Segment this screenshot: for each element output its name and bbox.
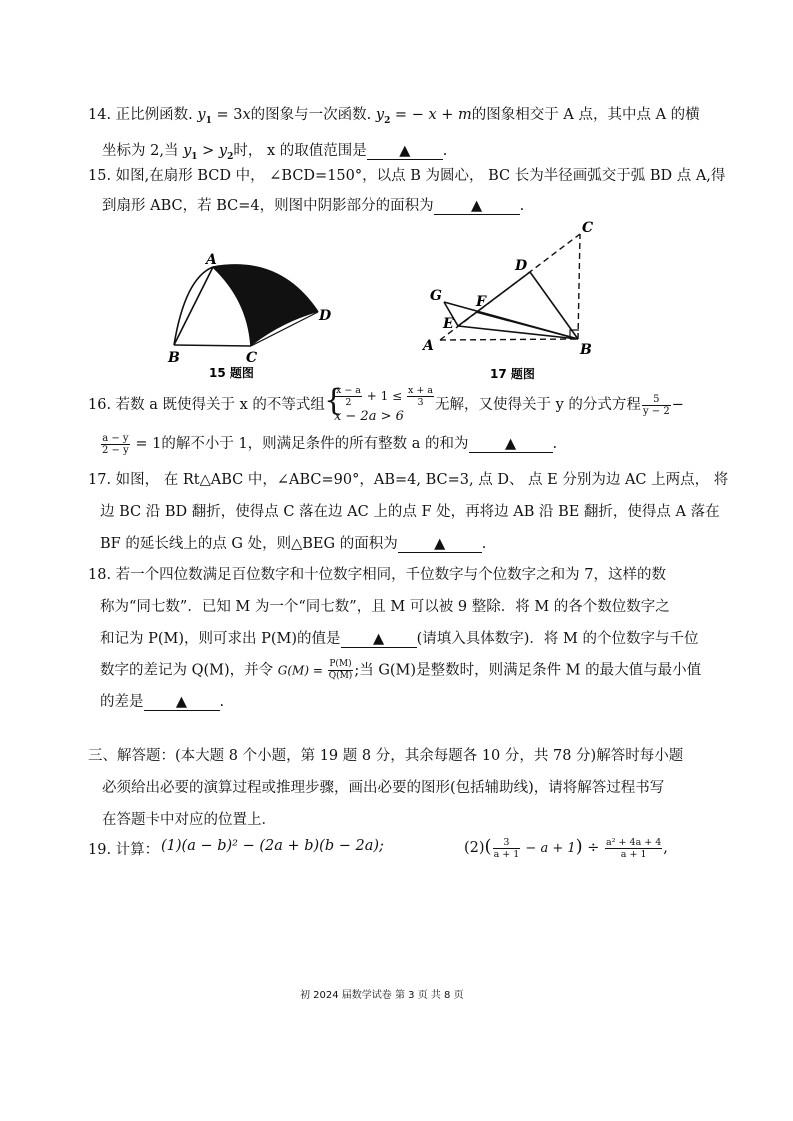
label-b: B — [580, 342, 592, 358]
section3-line1: 三、解答题：(本大题 8 个小题，第 19 题 8 分，其余每题各 10 分，共 78 分)解答时每小题 — [88, 748, 684, 764]
label-a: A — [423, 338, 434, 354]
answer-blank-17[interactable]: ▲ — [398, 536, 482, 553]
answer-blank-15[interactable]: ▲ — [434, 198, 520, 215]
q15-line1: 15. 如图,在扇形 BCD 中， ∠BCD=150°，以点 B 为圆心， BC 长为半径画弧交于弧 BD 点 A,得 — [88, 168, 726, 184]
answer-blank-18b[interactable]: ▲ — [144, 694, 220, 711]
segment-bc — [174, 345, 251, 346]
answer-blank-14[interactable]: ▲ — [367, 143, 443, 160]
q19-label: 19. 计算： — [88, 842, 160, 858]
shaded-region — [213, 265, 318, 346]
label-d: D — [319, 308, 332, 324]
section3-line3: 在答题卡中对应的位置上． — [102, 812, 276, 828]
segment-be — [458, 326, 578, 339]
segment-ef — [458, 272, 530, 326]
question-15 — [88, 166, 725, 216]
q15-line2: 到扇形 ABC，若 BC=4，则图中阴影部分的面积为 ▲ . — [102, 198, 525, 214]
inequality-system: { $\frac{x - a}{2}$ + 1 ≤ $\frac{x + a}{3}$ x − 2a > 6 — [325, 385, 435, 425]
q18-line1: 18. 若一个四位数满足百位数字和十位数字相同，千位数字与个位数字之和为 7，这样的数 — [88, 567, 666, 583]
label-c: C — [582, 220, 594, 236]
q18-line5: 的差是 ▲ . — [100, 694, 225, 710]
segment-ab — [440, 339, 578, 340]
q17-line3: BF 的延长线上的点 G 处，则△BEG 的面积为 ▲ . — [100, 536, 487, 552]
q14-line2: 坐标为 2,当 $y_1 > y_2$时， x 的取值范围是 ▲ . — [102, 142, 448, 162]
question-18 — [88, 565, 701, 712]
figure-15 — [160, 250, 350, 380]
caption-17: 17 题图 — [490, 367, 535, 381]
page-footer: 初 2024 届数学试卷 第 3 页 共 8 页 — [300, 990, 464, 1001]
segment-bc — [578, 234, 580, 339]
question-19 — [88, 834, 708, 862]
q18-line4: 数字的差记为 Q(M)，并令 G(M) = $\frac{P(M)}{Q(M)}$ ;当 G(M)是整数时，则满足条件 M 的最大值与最小值 — [100, 659, 702, 681]
segment-ab — [174, 267, 213, 345]
question-16 — [88, 385, 684, 457]
question-17 — [88, 470, 728, 554]
label-b: B — [168, 350, 180, 366]
question-14 — [88, 105, 700, 167]
answer-blank-18a[interactable]: ▲ — [341, 631, 417, 648]
caption-15: 15 题图 — [209, 366, 254, 380]
q16-line1: 16. 若数 a 既使得关于 x 的不等式组 { $\frac{x - a}{2}$ + 1 ≤ $\frac{x + a}{3}$ x − 2a > 6 无解，又使得关于 y 的分式方程 $\frac{5}{y - 2}$ − — [88, 385, 684, 425]
section-3-instructions — [88, 746, 683, 830]
q18-line3: 和记为 P(M)，则可求出 P(M)的值是 ▲ (请填入具体数字)．将 M 的个位数字与千位 — [100, 631, 699, 647]
figure-17 — [418, 218, 608, 383]
q19-part1: (1)(a − b)² − (2a + b)(b − 2a); — [161, 838, 384, 854]
q16-line2: $\frac{a - y}{2 - y}$ = 1的解不小于 1，则满足条件的所有整数 a 的和为 ▲ . — [102, 432, 558, 456]
answer-blank-16[interactable]: ▲ — [469, 436, 553, 453]
label-a: A — [206, 252, 217, 268]
q17-line2: 边 BC 沿 BD 翻折，使得点 C 落在边 AC 上的点 F 处，再将边 AB 沿 BE 翻折，使得点 A 落在 — [100, 504, 720, 520]
label-d: D — [515, 258, 528, 274]
q14-line1: 14. 正比例函数. $y_1 = 3x$的图象与一次函数. $y_2$ = − x + m的图象相交于 A 点，其中点 A 的横 — [88, 107, 700, 126]
q17-line1: 17. 如图， 在 Rt△ABC 中，∠ABC=90°，AB=4, BC=3, 点 D、 点 E 分别为边 AC 上两点， 将 — [88, 472, 729, 488]
q18-line2: 称为“同七数”．已知 M 为一个“同七数”，且 M 可以被 9 整除．将 M 的各个数位数字之 — [100, 599, 670, 615]
label-c: C — [246, 350, 258, 366]
q19-part2: (2)( $\frac{3}{a + 1}$ − a + 1) ÷ $\frac{\text{a² + 4a + 4}}{a + 1}$ , — [464, 836, 668, 860]
label-g: G — [430, 288, 442, 304]
section3-line2: 必须给出必要的演算过程或推理步骤，画出必要的图形(包括辅助线)，请将解答过程书写 — [102, 780, 665, 796]
label-e: E — [443, 316, 454, 332]
label-f: F — [476, 294, 486, 310]
